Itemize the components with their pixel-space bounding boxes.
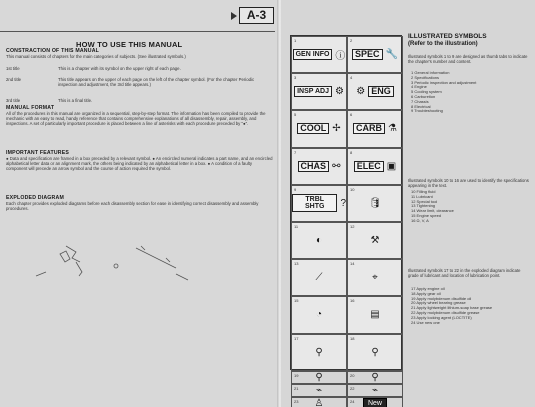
cell-number: 4 xyxy=(350,75,353,81)
list-item: 1 General information xyxy=(411,70,450,75)
symbol-cell-12 xyxy=(347,222,403,259)
list-item: 17 Apply engine oil xyxy=(411,286,445,291)
list-item: 3 Periodic inspection and adjustment xyxy=(411,79,477,85)
bike-icon: ⚯ xyxy=(332,160,341,172)
carb-icon: ⚗ xyxy=(388,123,397,135)
row-key: 2nd title xyxy=(6,77,22,82)
symbol-cell-9 xyxy=(291,185,347,222)
elec-label: ELEC xyxy=(354,161,384,172)
list-item: 4 Engine xyxy=(411,84,427,90)
symbols-para-3: Illustrated symbols 17 to 22 in the exploded diagram indicate grade of lubricant and location of lubrication point. xyxy=(408,268,521,278)
cell-number: 18 xyxy=(350,335,355,341)
lubricant-icon: ◐ xyxy=(315,235,323,247)
symbol-cell-23 xyxy=(291,397,347,407)
cell-number: 9 xyxy=(294,186,297,192)
symbol-cell-3 xyxy=(291,73,347,110)
list-item: 19 Apply molybdenum disulfide oil xyxy=(411,295,472,301)
cell-number: 21 xyxy=(294,385,299,391)
list-item: 21 Apply lightweight lithium-soap base grease xyxy=(411,305,493,311)
cell-number: 3 xyxy=(294,75,297,81)
inspect-icon: ⚙ xyxy=(334,86,344,98)
question-icon: ? xyxy=(340,197,346,209)
cell-number: 17 xyxy=(294,335,299,341)
fan-icon: ✢ xyxy=(332,123,341,135)
exploded-diagram-sketch xyxy=(16,236,206,288)
symbol-cell-14 xyxy=(347,259,403,296)
list-item: 8 Electrical xyxy=(411,103,431,109)
cell-number: 22 xyxy=(350,385,355,391)
symbols-para-1: Illustrated symbols 1 to 9 are designed as thumb tabs to indicate the chapter's number and content. xyxy=(408,54,528,64)
symbol-cell-11 xyxy=(291,222,347,259)
info-icon: ⓘ xyxy=(335,51,346,63)
cell-number: 16 xyxy=(350,298,355,304)
symbol-cell-6 xyxy=(347,110,403,147)
list-item: 9 Troubleshooting xyxy=(411,108,443,114)
lithium-grease-icon: ⌁ xyxy=(315,384,323,396)
list-item: 6 Carburetion xyxy=(411,93,436,99)
list-item: 2 Specifications xyxy=(411,74,440,80)
page-tab: A-3 xyxy=(239,7,274,24)
moly-grease-icon: ⌁ xyxy=(371,384,379,396)
list-item: 13 Tightening xyxy=(411,203,436,209)
chas-label: CHAS xyxy=(298,161,330,172)
cell-number: 1 xyxy=(294,38,297,43)
cell-number: 20 xyxy=(350,372,355,378)
spec-list xyxy=(411,190,454,224)
tool-icon: ⚒ xyxy=(370,235,380,247)
tab-arrow-icon xyxy=(231,12,237,20)
eng-label: ENG xyxy=(368,86,394,97)
symbol-cell-21 xyxy=(291,384,347,397)
cell-number: 24 xyxy=(350,398,355,404)
cool-label: COOL xyxy=(297,123,329,134)
list-item: 20 Apply wheel bearing grease xyxy=(411,300,466,306)
symbol-cell-19 xyxy=(291,371,347,384)
tachometer-icon: ◔ xyxy=(315,309,323,321)
row-3rd-title xyxy=(6,98,274,103)
header-rule xyxy=(0,31,275,32)
list-item: 10 Filling fluid xyxy=(411,189,436,194)
exploded-text: Each chapter provides exploded diagrams before each disassembly section for ease in identifying correct disassembly and assembly procedures. xyxy=(6,201,259,212)
row-1st-title xyxy=(6,66,274,71)
symbols-subtitle: (Refer to the illustration) xyxy=(408,41,478,47)
symbol-cell-20 xyxy=(347,371,403,384)
chapter-list xyxy=(411,71,476,114)
list-item: 14 Wear limit, clearance xyxy=(411,208,454,214)
list-item: 11 Lubricant xyxy=(411,193,433,199)
symbol-grid xyxy=(290,35,402,407)
cell-number: 12 xyxy=(350,223,355,229)
symbol-cell-22 xyxy=(347,384,403,397)
construction-text: This manual consists of chapters for the main categories of subjects. (See illustrated symbols.) xyxy=(6,54,186,59)
row-value: This is a final title. xyxy=(58,98,93,103)
list-item: 24 Use new one xyxy=(411,319,440,325)
meter-icon: ▤ xyxy=(370,309,380,321)
construction-heading: CONSTRACTION OF THIS MANUAL xyxy=(6,48,100,54)
spec-label: SPEC xyxy=(352,49,383,60)
battery-icon: ▣ xyxy=(386,160,397,172)
moly-oil-icon: ⚲ xyxy=(315,371,323,383)
symbol-cell-15 xyxy=(291,296,347,333)
symbols-para-2: Illustrated symbols 10 to 16 are used to identify the specifications appearing in the text. xyxy=(408,178,529,188)
important-heading: IMPORTANT FEATURES xyxy=(6,150,70,156)
symbol-cell-10 xyxy=(347,185,403,222)
locktite-icon: ♙ xyxy=(314,397,324,407)
row-2nd-title xyxy=(6,77,274,87)
list-item: 12 Special tool xyxy=(411,198,438,204)
lubricant-list xyxy=(411,287,492,325)
list-item: 23 Apply locking agent (LOCTITE) xyxy=(411,314,472,320)
trbl-shtg-label: TRBL SHTG xyxy=(292,194,337,212)
symbol-cell-4 xyxy=(347,73,403,110)
symbol-cell-1 xyxy=(291,36,347,73)
format-heading: MANUAL FORMAT xyxy=(6,105,55,111)
gear-oil-icon: ⚲ xyxy=(371,346,379,358)
page-title: HOW TO USE THIS MANUAL xyxy=(76,40,183,49)
symbol-cell-17 xyxy=(291,334,347,371)
cell-number: 13 xyxy=(294,261,299,267)
list-item: 16 Ω, V, A xyxy=(411,217,429,223)
cell-number: 23 xyxy=(294,398,299,404)
cell-number: 10 xyxy=(350,186,355,192)
cell-number: 14 xyxy=(350,261,355,267)
cell-number: 19 xyxy=(294,372,299,378)
symbol-cell-8 xyxy=(347,148,403,185)
symbol-cell-2 xyxy=(347,36,403,73)
row-value: This is a chapter with its symbol on the upper right of each page. xyxy=(58,66,181,71)
row-value: This title appears on the upper of each page on the left of the chapter symbol. (For the chapter Periodic inspection and adjustment, the 3rd title appears.) xyxy=(58,77,255,88)
format-text: All of the procedures in this manual are organized in a sequential, step-by-step format. The information has been compiled to provide the mechanic with an easy to read, handy reference that contains comprehensive explanations of all disassembly, repair, assembly, and inspections. A set of particularly important procedure is placed between a line of asterisks with each procedure preceded by "●". xyxy=(6,111,266,127)
cell-number: 5 xyxy=(294,112,297,118)
list-item: 15 Engine speed xyxy=(411,212,442,218)
list-item: 18 Apply gear oil xyxy=(411,290,441,296)
gen-info-label: GEN INFO xyxy=(293,49,333,60)
list-item: 7 Chassis xyxy=(411,98,429,104)
list-item: 22 Apply molybdenum disulfide grease xyxy=(411,309,480,315)
cell-number: 8 xyxy=(350,149,353,155)
row-key: 1st title xyxy=(6,66,20,71)
caliper-icon: ⌖ xyxy=(372,272,378,284)
symbol-cell-13 xyxy=(291,259,347,296)
oilcan-icon: 🛢 xyxy=(368,197,382,209)
cell-number: 11 xyxy=(294,223,299,229)
cell-number: 15 xyxy=(294,298,299,304)
cell-number: 7 xyxy=(294,149,297,155)
row-key: 3rd title xyxy=(6,98,21,103)
cell-number: 6 xyxy=(350,112,353,118)
symbol-cell-5 xyxy=(291,110,347,147)
new-badge: New xyxy=(363,398,387,407)
list-item: 5 Cooling system xyxy=(411,89,442,95)
wrench-icon: 🔧 xyxy=(385,49,398,61)
symbols-title: ILLUSTRATED SYMBOLS xyxy=(408,33,487,40)
oil-drop-icon: ⚲ xyxy=(315,346,323,358)
exploded-heading: EXPLODED DIAGRAM xyxy=(6,195,64,201)
symbol-cell-7 xyxy=(291,148,347,185)
symbol-cell-16 xyxy=(347,296,403,333)
symbol-cell-24 xyxy=(347,397,403,407)
grease-icon: ⚲ xyxy=(371,371,379,383)
engine-icon: ⚙ xyxy=(356,86,366,98)
carb-label: CARB xyxy=(353,123,385,134)
cell-number: 2 xyxy=(350,38,353,43)
insp-adj-label: INSP ADJ xyxy=(294,86,332,97)
torque-icon: ⟋ xyxy=(315,272,323,284)
symbol-cell-18 xyxy=(347,334,403,371)
important-text: ● Data and specification are framed in a box preceded by a relevant symbol. ● An encircled numeral indicates a part name, and an encircled alphabetical letter data or an alignment mark, the others being indicated by an alphabetical letter in a box. ● A condition of a faulty component will precede an arrow symbol and the course of action required the symbol. xyxy=(6,156,273,172)
